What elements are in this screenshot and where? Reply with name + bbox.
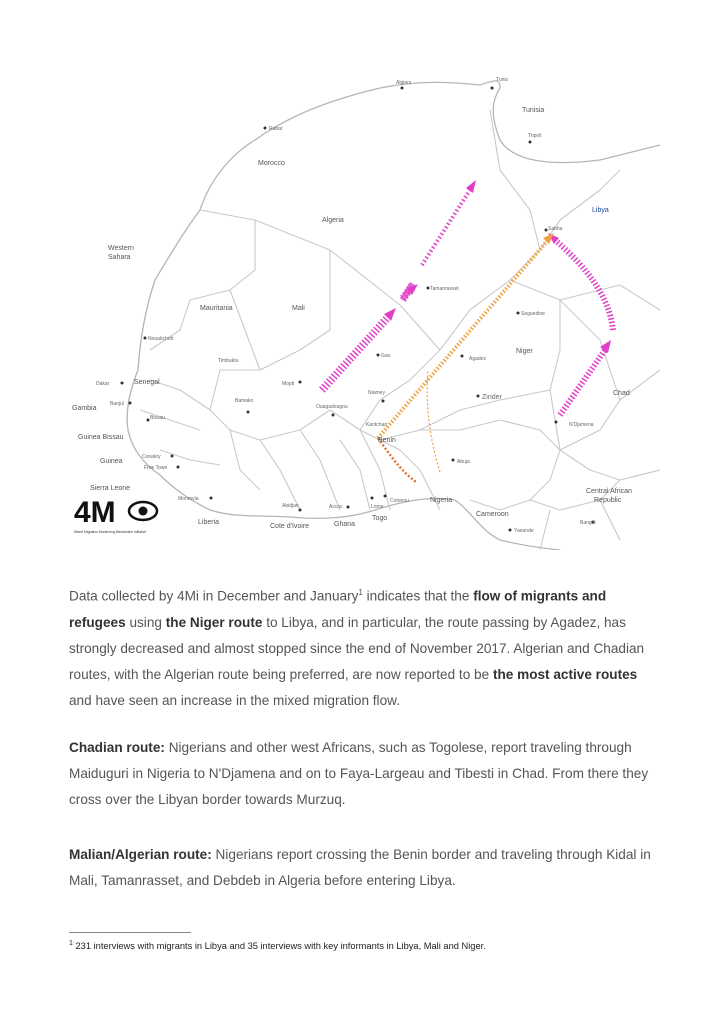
city-dot-bamako <box>247 411 250 414</box>
label-niger: Niger <box>516 348 533 355</box>
chadian-route-heading: Chadian route: <box>69 740 165 755</box>
city-dot-ndjamena <box>555 421 558 424</box>
p1-bold-active-routes: the most active routes <box>492 666 638 682</box>
city-dot-conakry <box>171 455 174 458</box>
algerian-route-arrow-2-line <box>410 260 435 278</box>
label-ghana: Ghana <box>334 521 356 528</box>
north-coast <box>200 81 660 210</box>
label-senegal: Senegal <box>134 379 160 386</box>
label-western-sahara: Western Sahara <box>108 245 134 261</box>
label-abuja: Abuja <box>457 459 470 465</box>
label-cameroon: Cameroon <box>476 511 509 518</box>
algerian-route-arrow-1 <box>322 315 390 390</box>
label-tunisia: Tunisia <box>522 107 545 114</box>
mauritania-border <box>150 210 260 370</box>
city-dot-cotonou <box>384 495 387 498</box>
label-nouakchott: Nouakchott <box>148 336 174 342</box>
city-dot-mopti <box>299 381 302 384</box>
city-dot-agadez <box>461 355 464 358</box>
label-algeria: Algeria <box>322 217 344 224</box>
label-togo: Togo <box>372 515 388 522</box>
city-dot-niamey <box>382 400 385 403</box>
footnote-number: 1 <box>69 940 73 947</box>
label-monrovia: Monrovia <box>178 496 199 502</box>
label-banjul: Banjul <box>110 401 124 407</box>
label-libya: Libya <box>592 207 609 214</box>
malian-route-heading: Malian/Algerian route: <box>69 847 212 862</box>
label-algiers: Algiers <box>396 80 412 86</box>
city-dot-abuja <box>452 459 455 462</box>
algeria-border <box>255 110 540 350</box>
city-dot-accra <box>347 506 350 509</box>
city-dot-monrovia <box>210 497 213 500</box>
niger-border <box>360 300 560 440</box>
city-dot-banjul <box>129 402 132 405</box>
p1-bold-flow: flow of migrants and refugees <box>69 588 607 630</box>
malian-route-text: Nigerians report crossing the Benin border and traveling through Kidal in Mali, Tamanrasset, and Debdeb in Algeria before entering Libya. <box>69 847 651 888</box>
paragraph-malian-algerian-route <box>69 842 659 894</box>
chadian-route-arrow-1 <box>560 350 605 415</box>
label-agadez: Agadez <box>469 356 486 362</box>
label-zinder: Zinder <box>482 394 502 401</box>
algerian-route-head-3 <box>466 180 476 193</box>
city-dot-ouagadougou <box>332 414 335 417</box>
paragraph-intro <box>69 580 659 714</box>
city-dot-algiers <box>401 87 404 90</box>
4mi-logo <box>74 496 157 534</box>
label-nigeria: Nigeria <box>430 497 453 504</box>
label-kantchari: Kantchari <box>366 422 388 428</box>
logo-subtitle: Mixed Migration Monitoring Mechanism Initiative <box>74 530 147 534</box>
city-dot-zinder <box>477 395 480 398</box>
label-liberia: Liberia <box>198 519 220 526</box>
label-cotonou: Cotonou <box>390 498 409 504</box>
label-bamako: Bamako <box>235 398 254 404</box>
mali-border <box>210 250 360 440</box>
label-abidjan: Abidjan <box>282 503 299 509</box>
city-dot-yaounde <box>509 529 512 532</box>
city-dot-lome <box>371 497 374 500</box>
label-timbuktu: Timbuktu <box>218 358 239 364</box>
footnote-divider <box>69 932 191 933</box>
footnote <box>69 940 486 951</box>
migration-route-map <box>60 70 660 550</box>
label-accra: Accra <box>329 504 342 510</box>
gulf-coast <box>375 498 560 550</box>
label-ndjamena: N'Djamena <box>569 422 594 428</box>
label-bangui: Bangui <box>580 520 596 526</box>
label-mauritania: Mauritania <box>200 305 233 312</box>
p1-text-a: Data collected by 4Mi in December and January <box>69 588 359 604</box>
label-seguedine: Seguedine <box>521 311 545 317</box>
chadian-route-head-1 <box>600 340 611 353</box>
chadian-route-text: Nigerians and other west Africans, such as Togolese, report traveling through Maiduguri in Nigeria to N'Djamena and on to Faya-Largeau and Tibesti in Chad. From there they cross over the Libyan border towards Murzuq. <box>69 740 649 807</box>
label-rabat: Rabat <box>269 126 283 132</box>
city-dot-nouakchott <box>144 337 147 340</box>
city-dot-seguedine <box>517 312 520 315</box>
label-niamey: Niamey <box>368 390 385 396</box>
city-dot-rabat <box>264 127 267 130</box>
label-tripoli: Tripoli <box>528 133 542 139</box>
label-cote-divoire: Cote d'Ivoire <box>270 523 310 530</box>
label-conakry: Conakry <box>142 454 161 460</box>
p1-text-d: to Libya, and in particular, the route passing by Agadez, has strongly decreased and almost stopped since the end of November 2017. Algerian and Chadian routes, with the Algerian route being preferred, are now reported to be <box>69 614 645 682</box>
p1-text-c: using <box>125 614 166 630</box>
paragraph-chadian-route <box>69 735 659 813</box>
label-lome: Lome <box>371 504 384 510</box>
label-freetown: Free Town <box>144 465 168 471</box>
p1-text-b: indicates that the <box>362 588 474 604</box>
eye-pupil-icon <box>139 507 148 516</box>
label-mopti: Mopti <box>282 381 295 387</box>
label-yaounde: Yaounde <box>514 528 534 534</box>
label-tunis: Tunis <box>496 77 509 83</box>
city-dot-dakar <box>121 382 124 385</box>
chad-border <box>550 300 660 450</box>
label-gao: Gao <box>381 353 391 359</box>
city-dot-tunis <box>491 87 494 90</box>
label-car: Central African Republic <box>586 488 632 504</box>
label-dakar: Dakar <box>96 381 110 387</box>
label-tamanrasset: Tamanrasset <box>430 286 459 292</box>
label-gambia: Gambia <box>72 405 97 412</box>
p1-bold-niger-route: the Niger route <box>165 614 263 630</box>
city-dot-abidjan <box>299 509 302 512</box>
algerian-route-arrow-3-line <box>422 190 470 265</box>
label-guinea: Guinea <box>100 458 123 465</box>
label-chad: Chad <box>613 390 630 397</box>
label-guinea-bissau: Guinea Bissau <box>78 434 124 441</box>
label-mali: Mali <box>292 305 305 312</box>
label-ouagadougou: Ouagadougou <box>316 404 348 410</box>
label-sierra-leone: Sierra Leone <box>90 485 131 492</box>
city-dot-tripoli <box>529 141 532 144</box>
label-bissau: Bissau <box>150 415 166 421</box>
libya-border <box>510 170 660 310</box>
niger-route-arrow <box>378 240 548 438</box>
logo-text: 4M <box>74 496 116 529</box>
label-benin: Benin <box>378 437 396 444</box>
map-svg <box>60 70 660 550</box>
chadian-route-arrow-2 <box>555 240 613 330</box>
city-dot-freetown <box>177 466 180 469</box>
footnote-ref[interactable]: 1 <box>358 588 363 597</box>
city-dot-gao <box>377 354 380 357</box>
p1-text-e: and have seen an increase in the mixed migration flow. <box>69 692 400 708</box>
footnote-text: 231 interviews with migrants in Libya and 35 interviews with key informants in Libya, Mali and Niger. <box>72 941 486 952</box>
label-sabha: Sabha <box>548 226 563 232</box>
label-morocco: Morocco <box>258 160 285 167</box>
